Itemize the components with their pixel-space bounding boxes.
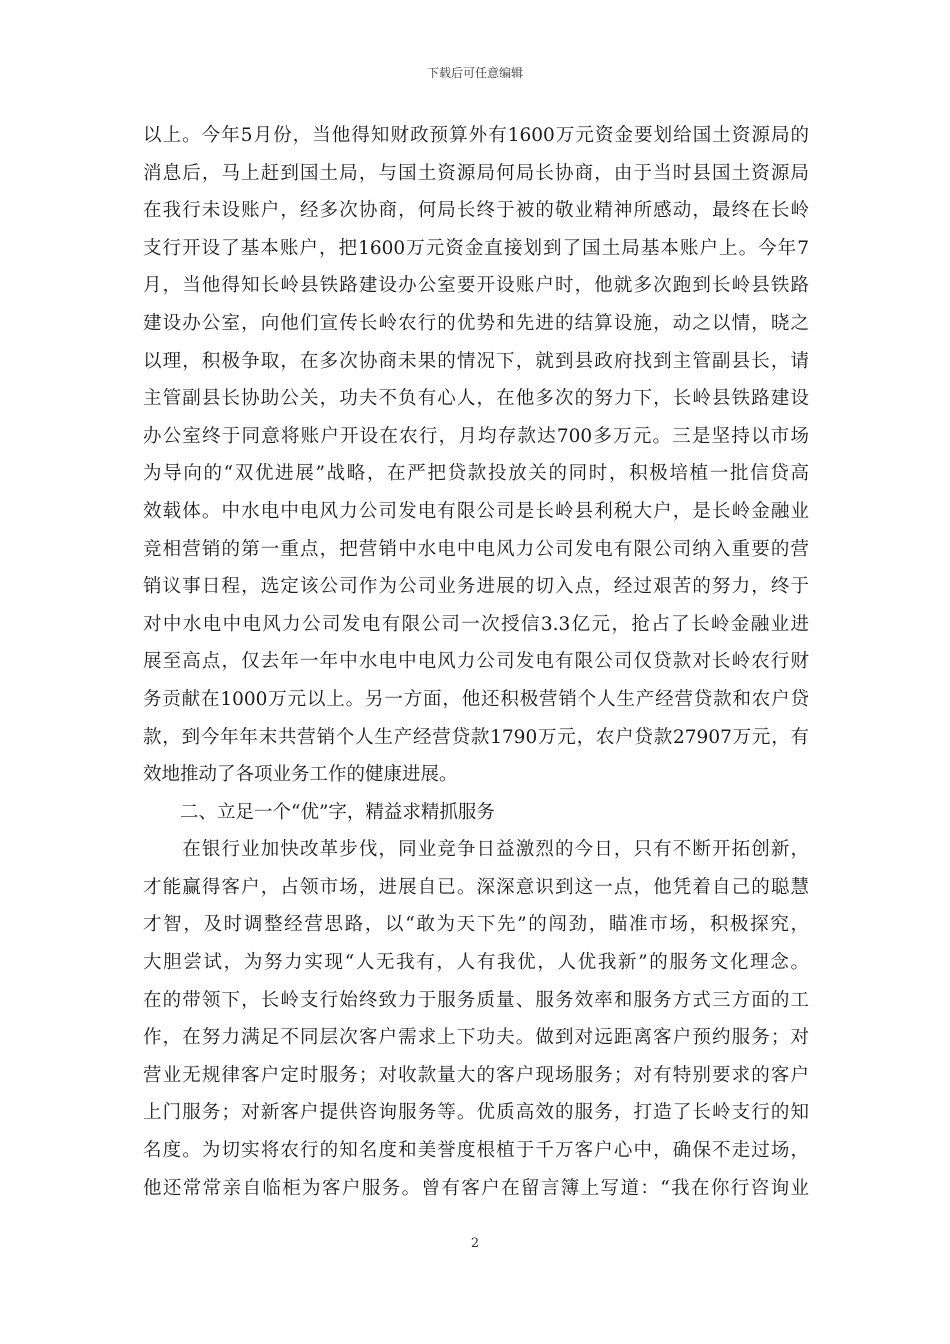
text-line: 竞相营销的第一重点，把营销中水电中电风力公司发电有限公司纳入重要的营 bbox=[143, 538, 809, 560]
text-line: 以理，积极争取，在多次协商未果的情况下，就到县政府找到主管副县长，请 bbox=[143, 350, 809, 372]
text-line: 才能赢得客户，占领市场，进展自已。深深意识到这一点，他凭着自己的聪慧 bbox=[143, 876, 809, 898]
text-line: 在我行未设账户，经多次协商，何局长终于被的敬业精神所感动，最终在长岭 bbox=[143, 200, 809, 222]
text-line: 展至高点，仅去年一年中水电中电风力公司发电有限公司仅贷款对长岭农行财 bbox=[143, 651, 809, 673]
text-line: 名度。为切实将农行的知名度和美誉度根植于千万客户心中，确保不走过场， bbox=[143, 1140, 809, 1162]
text-line: 支行开设了基本账户，把1600万元资金直接划到了国土局基本账户上。今年7 bbox=[143, 237, 809, 259]
text-line: 以上。今年5月份，当他得知财政预算外有1600万元资金要划给国土资源局的 bbox=[143, 125, 809, 146]
text-line: 效地推动了各项业务工作的健康进展。 bbox=[143, 764, 458, 786]
document-body bbox=[143, 117, 809, 1207]
text-line: 对中水电中电风力公司发电有限公司一次授信3.3亿元，抢占了长岭金融业进 bbox=[143, 613, 809, 635]
text-line: 效载体。中水电中电风力公司发电有限公司是长岭县利税大户，是长岭金融业 bbox=[143, 500, 809, 522]
text-line: 在银行业加快改革步伐，同业竞争日益激烈的今日，只有不断开拓创新， bbox=[143, 839, 809, 861]
text-line: 上门服务；对新客户提供咨询服务等。优质高效的服务，打造了长岭支行的知 bbox=[143, 1102, 809, 1124]
text-line: 作，在努力满足不同层次客户需求上下功夫。做到对远距离客户预约服务；对 bbox=[143, 1027, 809, 1049]
text-line: 营业无规律客户定时服务；对收款量大的客户现场服务；对有特别要求的客户 bbox=[143, 1064, 809, 1086]
text-line: 销议事日程，选定该公司作为公司业务进展的切入点，经过艰苦的努力，终于 bbox=[143, 576, 809, 598]
text-line: 主管副县长协助公关，功夫不负有心人，在他多次的努力下，长岭县铁路建设 bbox=[143, 388, 809, 410]
text-line: 办公室终于同意将账户开设在农行，月均存款达700多万元。三是坚持以市场 bbox=[143, 425, 809, 447]
text-line: 大胆尝试，为努力实现“人无我有，人有我优，人优我新”的服务文化理念。 bbox=[143, 952, 809, 974]
text-line: 才智，及时调整经营思路，以“敢为天下先”的闯劲，瞄准市场，积极探究， bbox=[143, 914, 809, 936]
text-line: 为导向的“双优进展”战略，在严把贷款投放关的同时，积极培植一批信贷高 bbox=[143, 463, 809, 485]
text-line: 建设办公室，向他们宣传长岭农行的优势和先进的结算设施，动之以情，晓之 bbox=[143, 312, 809, 334]
text-line: 月，当他得知长岭县铁路建设办公室要开设账户时，他就多次跑到长岭县铁路 bbox=[143, 275, 809, 297]
text-line: 款，到今年年末共营销个人生产经营贷款1790万元，农户贷款27907万元，有 bbox=[143, 726, 809, 748]
text-line: 他还常常亲自临柜为客户服务。曾有客户在留言簿上写道：“我在你行咨询业 bbox=[143, 1177, 809, 1199]
text-line: 务贡献在1000万元以上。另一方面，他还积极营销个人生产经营贷款和农户贷 bbox=[143, 688, 809, 710]
text-line: 二、立足一个“优”字，精益求精抓服务 bbox=[143, 801, 495, 823]
text-line: 在的带领下，长岭支行始终致力于服务质量、服务效率和服务方式三方面的工 bbox=[143, 989, 809, 1011]
page-number: 2 bbox=[470, 1236, 480, 1251]
text-line: 消息后，马上赶到国土局，与国土资源局何局长协商，由于当时县国土资源局 bbox=[143, 162, 809, 184]
page-header: 下载后可任意编辑 bbox=[426, 66, 523, 80]
